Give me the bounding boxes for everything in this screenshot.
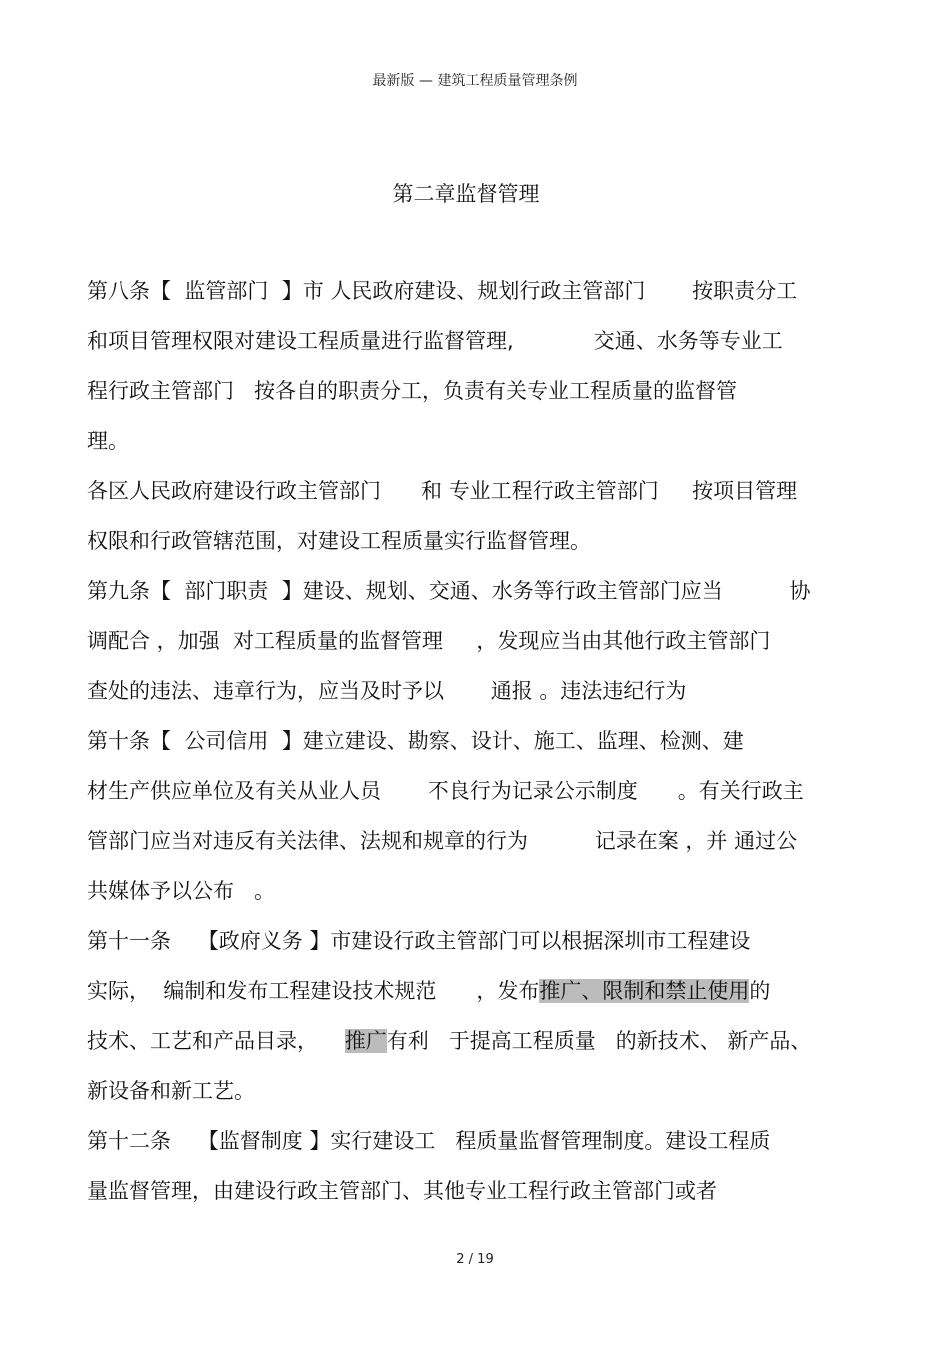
text-segment: 第十一条 【政府义务 】市建设行政主管部门可以根据深圳市工程建设 (87, 929, 751, 953)
text-segment: 量监督管理，由建设行政主管部门、其他专业工程行政主管部门或者 (87, 1179, 717, 1203)
text-segment: 第八条【 监管部门 】市 人民政府建设、规划行政主管部门 按职责分工 (87, 279, 798, 303)
text-line (87, 1026, 811, 1056)
text-segment: 权限和行政管辖范围，对建设工程质量实行监督管理。 (87, 529, 591, 553)
text-segment: 的 (749, 979, 771, 1003)
text-line (87, 1076, 255, 1106)
highlighted-text: 推广 (344, 1029, 387, 1053)
highlighted-text: 推广、限制和禁止使用 (539, 979, 750, 1003)
text-line (87, 476, 797, 506)
text-line (87, 1176, 717, 1206)
text-segment: 实际， 编制和发布工程建设技术规范 ，发布 (87, 979, 540, 1003)
text-line (87, 826, 797, 856)
text-line (87, 426, 129, 456)
text-segment: 材生产供应单位及有关从业人员 不良行为记录公示制度 。有关行政主 (87, 779, 804, 803)
text-line (87, 526, 591, 556)
text-line (87, 726, 744, 756)
text-segment: 新设备和新工艺。 (87, 1079, 255, 1103)
text-segment: 理。 (87, 429, 129, 453)
text-line (87, 876, 275, 906)
text-line (87, 976, 770, 1006)
text-segment: 第十条【 公司信用 】建立建设、勘察、设计、施工、监理、检测、建 (87, 729, 744, 753)
text-segment: 程行政主管部门 按各自的职责分工，负责有关专业工程质量的监督管 (87, 379, 738, 403)
text-segment: 有利 于提高工程质量 的新技术、 新产品、 (386, 1029, 812, 1053)
text-line (87, 576, 810, 606)
text-segment: 第九条【 部门职责 】建设、规划、交通、水务等行政主管部门应当 协 (87, 579, 811, 603)
text-segment: 共媒体予以公布 。 (87, 879, 276, 903)
text-line (87, 1126, 770, 1156)
text-line (87, 676, 686, 706)
text-line (87, 326, 783, 356)
text-segment: 调配合 ，加强 对工程质量的监督管理 ，发现应当由其他行政主管部门 (87, 629, 771, 653)
text-segment: 管部门应当对违反有关法律、法规和规章的行为 记录在案 ，并 通过公 (87, 829, 798, 853)
text-line (87, 626, 770, 656)
text-line (87, 926, 750, 956)
text-segment: 查处的违法、违章行为，应当及时予以 通报 。违法违纪行为 (87, 679, 687, 703)
text-segment: 第十二条 【监督制度 】实行建设工 程质量监督管理制度。建设工程质 (87, 1129, 771, 1153)
text-segment: 和项目管理权限对建设工程质量进行监督管理, 交通、水务等专业工 (87, 329, 783, 353)
chapter-title: 第二章监督管理 (392, 182, 540, 206)
text-line (87, 776, 804, 806)
text-segment: 技术、工艺和产品目录， (87, 1029, 345, 1053)
text-line (87, 276, 797, 306)
text-line (87, 376, 737, 406)
page-number: 2 / 19 (456, 1252, 494, 1267)
text-segment: 各区人民政府建设行政主管部门 和 专业工程行政主管部门 按项目管理 (87, 479, 798, 503)
running-header: 最新版 — 建筑工程质量管理条例 (372, 73, 578, 89)
